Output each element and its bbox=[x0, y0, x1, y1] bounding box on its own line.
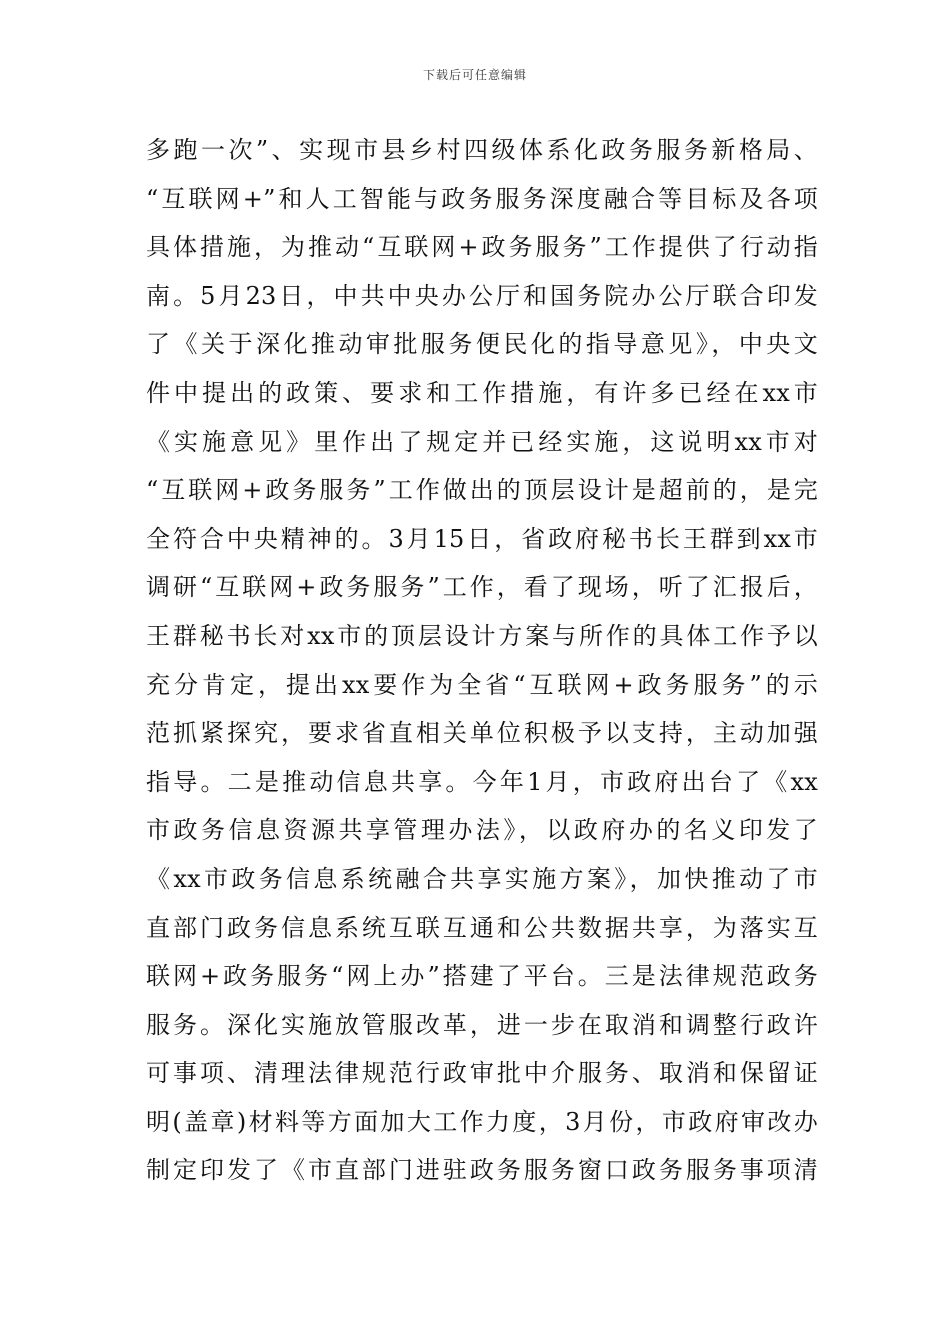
text-line: “互联网+政务服务”工作做出的顶层设计是超前的，是完 bbox=[146, 476, 818, 505]
text-line: 多跑一次”、实现市县乡村四级体系化政务服务新格局、 bbox=[146, 136, 818, 164]
text-line: “互联网+”和人工智能与政务服务深度融合等目标及各项 bbox=[146, 184, 818, 213]
text-line: 南。5月23日，中共中央办公厅和国务院办公厅联合印发 bbox=[146, 281, 818, 310]
text-line: 可事项、清理法律规范行政审批中介服务、取消和保留证 bbox=[146, 1059, 818, 1088]
text-line: 《xx市政务信息系统融合共享实施方案》，加快推动了市 bbox=[146, 864, 818, 893]
page-header-note: 下载后可任意编辑 bbox=[422, 68, 527, 82]
text-line: 件中提出的政策、要求和工作措施，有许多已经在xx市 bbox=[146, 378, 818, 407]
body-text bbox=[146, 126, 818, 1195]
text-line: 联网+政务服务“网上办”搭建了平台。三是法律规范政务 bbox=[146, 962, 818, 991]
text-line: 直部门政务信息系统互联互通和公共数据共享，为落实互 bbox=[146, 913, 818, 942]
text-line: 指导。二是推动信息共享。今年1月，市政府出台了《xx bbox=[146, 767, 818, 796]
text-line: 调研“互联网+政务服务”工作，看了现场，听了汇报后， bbox=[146, 573, 818, 602]
text-line: 充分肯定，提出xx要作为全省“互联网+政务服务”的示 bbox=[146, 670, 818, 699]
text-line: 明(盖章)材料等方面加大工作力度，3月份，市政府审改办 bbox=[146, 1107, 818, 1136]
text-line: 服务。深化实施放管服改革，进一步在取消和调整行政许 bbox=[146, 1010, 818, 1039]
text-line: 制定印发了《市直部门进驻政务服务窗口政务服务事项清 bbox=[146, 1156, 818, 1185]
text-line: 市政务信息资源共享管理办法》，以政府办的名义印发了 bbox=[146, 816, 818, 845]
text-line: 具体措施，为推动“互联网+政务服务”工作提供了行动指 bbox=[146, 233, 818, 262]
text-line: 《实施意见》里作出了规定并已经实施，这说明xx市对 bbox=[146, 427, 818, 456]
text-line: 全符合中央精神的。3月15日，省政府秘书长王群到xx市 bbox=[146, 524, 818, 553]
text-line: 范抓紧探究，要求省直相关单位积极予以支持，主动加强 bbox=[146, 719, 818, 748]
text-line: 了《关于深化推动审批服务便民化的指导意见》，中央文 bbox=[146, 330, 818, 359]
text-line: 王群秘书长对xx市的顶层设计方案与所作的具体工作予以 bbox=[146, 621, 818, 650]
